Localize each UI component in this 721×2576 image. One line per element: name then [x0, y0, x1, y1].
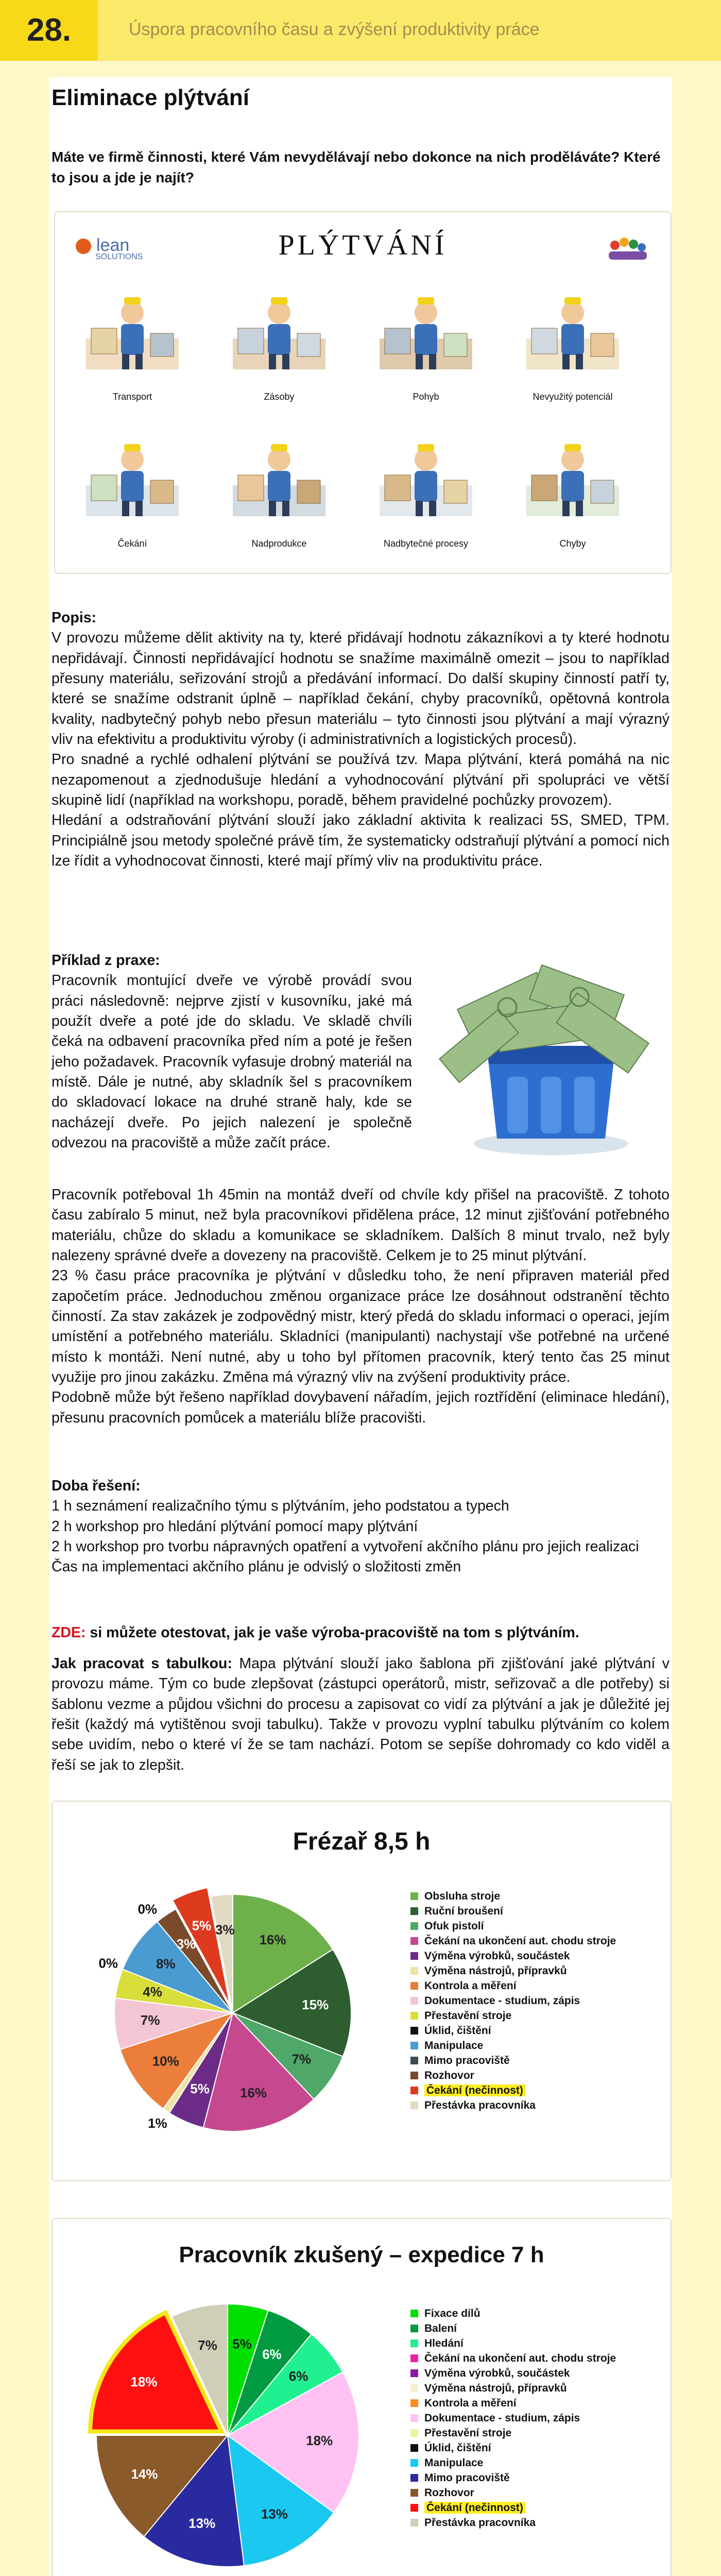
pie-chart [63, 1874, 382, 2162]
legend-item [410, 2024, 616, 2039]
pie-slice-label: 3% [215, 1922, 235, 1938]
legend-label: Výměna nástrojů, přípravků [424, 1964, 567, 1977]
legend-item [410, 1949, 616, 1964]
waste-illustration-icon [374, 282, 477, 377]
waste-type-label: Zásoby [264, 392, 295, 402]
pie-slice-label: 5% [232, 2336, 252, 2352]
legend-swatch [410, 2369, 418, 2377]
legend-swatch [410, 2027, 418, 2035]
pie-slice-label: 7% [140, 2012, 160, 2028]
pie-slice-label: 0% [98, 1955, 118, 1971]
pie-slice-label: 18% [130, 2374, 158, 2389]
pie-slice-label: 18% [306, 2433, 333, 2449]
jak-heading: Jak pracovat s tabulkou: [52, 1655, 232, 1672]
legend-swatch [410, 2504, 418, 2512]
legend-swatch [410, 1982, 418, 1990]
legend-item [410, 2501, 616, 2516]
lean-logo: lean SOLUTIONS [76, 235, 143, 262]
pie-slice-label: 15% [302, 1996, 329, 2012]
legend-label: Výměna výrobků, součástek [424, 1950, 570, 1962]
priklad-paragraph-3: Podobně může být řešeno například dovybavení nářadím, jejich roztřídění (eliminace hledání), přesunu pracovních pomůcek a materiálu blíže pracovišti. [52, 1389, 670, 1426]
pie-slice-label: 6% [262, 2346, 282, 2362]
waste-type-label: Nadprodukce [251, 538, 307, 549]
legend-item [410, 2039, 616, 2054]
legend-item [410, 2321, 616, 2336]
article-title: Eliminace plýtvání [52, 85, 249, 110]
doba-item-4: Čas na implementaci akčního plánu je odvislý o složitosti změn [52, 1558, 461, 1575]
doba-item-1: 1 h seznámení realizačního týmu s plýtváním, jeho podstatou a typech [52, 1498, 509, 1515]
priklad-continued [52, 1185, 670, 1428]
legend-swatch [410, 2459, 418, 2467]
legend-item [410, 1919, 616, 1934]
priklad-paragraph-1: Pracovník potřeboval 1h 45min na montáž dveří od chvíle kdy přišel na pracoviště. Z tohoto času zabíralo 5 minut, než byla pracovníkovi přidělena práce, 12 minut zjišťování potřebného materiálu, chůze do skladu a komunikace se skladníkem. Dalších 8 minut trvalo, než byly nalezeny správné dveře a dovezeny na pracoviště. Celkem je to 25 minut plýtvání. [52, 1187, 670, 1264]
jak-section [52, 1654, 670, 1775]
legend-item [410, 2009, 616, 2024]
legend-swatch [410, 2102, 418, 2109]
legend-item [410, 1889, 616, 1904]
legend-item [410, 2516, 616, 2531]
article [49, 77, 672, 2576]
legend-swatch [410, 1907, 418, 1915]
jak-text: Mapa plýtvání slouží jako šablona při zjišťování jaké plýtvání v provozu máme. Tým co bude zlepšovat (zástupci operátorů, mistr, seřizovač a dle potřeby) si šablonu vezme a půjdou všichni do procesu a zapisovat co vidí za plýtvání a jak je důležité jej řešit (každý má vytištěnou svoji tabulku). Takže v provozu vyplní tabulku plýtváním co kolem sebe uvidím, nebo o které ví že se tam nachází. Potom se sepíše dohromady co kdo viděl a řeší se jak to zlepšit. [52, 1655, 670, 1773]
legend-swatch [410, 2354, 418, 2362]
legend-item [410, 1904, 616, 1919]
legend-item [410, 2366, 616, 2381]
zde-label[interactable]: ZDE: [52, 1624, 86, 1641]
legend-item [410, 2411, 616, 2426]
illustration-title: PLÝTVÁNÍ [278, 229, 448, 261]
priklad-intro: Pracovník montující dveře ve výrobě provádí svou práci následovně: nejprve zjistí v kusovníku, jaké má použít dveře a poté jde do skladu. Ve skladě chvíli čeká na odbavení pracovníka před ním a poté je řešen jeho požadavek. Pracovník vyfasuje drobný materiál na místě. Dále je nutné, aby skladník šel s pracovníkem do skladovací lokace na druhé straně haly, kde se nacházejí dveře. Po jejich nalezení je společně odvezou na pracoviště a může začít práce. [52, 972, 412, 1151]
legend-label: Fixace dílů [424, 2308, 480, 2319]
legend-label: Čekání (nečinnost) [424, 2502, 525, 2514]
legend-item [410, 1934, 616, 1949]
legend-swatch [410, 2012, 418, 2020]
legend-label: Přestavění stroje [424, 2009, 512, 2022]
doba-item-2: 2 h workshop pro hledání plýtvání pomocí mapy plýtvání [52, 1518, 418, 1535]
waste-illustration-icon [521, 282, 624, 377]
doba-item-3: 2 h workshop pro tvorbu nápravných opatření a vytvoření akčního plánu pro jejich realizaci [52, 1538, 639, 1555]
doba-heading: Doba řešení: [52, 1478, 141, 1494]
legend-swatch [410, 2042, 418, 2049]
page-header [0, 0, 721, 61]
test-callout [52, 1623, 670, 1643]
legend-label: Mimo pracoviště [424, 2054, 510, 2066]
legend-swatch [410, 2057, 418, 2064]
legend-label: Hledání [424, 2337, 464, 2349]
page-number: 28. [0, 0, 98, 61]
legend-label: Dokumentace - studium, zápis [424, 1994, 580, 2007]
doba-section [52, 1476, 670, 1578]
legend-item [410, 2456, 616, 2471]
legend-item [410, 1979, 616, 1994]
waste-type-8 [513, 429, 632, 547]
pie-slice-label: 8% [156, 1956, 176, 1972]
money-bin-image [430, 958, 667, 1159]
legend-label: Obsluha stroje [424, 1890, 501, 1902]
legend-item [410, 1994, 616, 2009]
legend-swatch [410, 2414, 418, 2422]
legend-label: Přestavění stroje [424, 2427, 512, 2439]
legend-item [410, 2381, 616, 2396]
legend-item [410, 2426, 616, 2441]
legend-swatch [410, 1997, 418, 2005]
legend-swatch [410, 1967, 418, 1975]
waste-illustration-icon [521, 429, 624, 524]
pie-slice-label: 7% [198, 2337, 217, 2353]
legend-item [410, 2098, 616, 2113]
legend-swatch [410, 2325, 418, 2332]
legend-item [410, 1964, 616, 1979]
legend-swatch [410, 2489, 418, 2497]
legend-label: Rozhovor [424, 2486, 474, 2499]
legend-label: Čekání na ukončení aut. chodu stroje [424, 1935, 616, 1947]
waste-illustration-icon [228, 282, 331, 377]
pie-slice-label: 5% [192, 1918, 212, 1934]
legend-label: Úklid, čištění [424, 2442, 491, 2454]
pie-slice-label: 7% [291, 2051, 311, 2067]
waste-type-2 [220, 282, 338, 400]
legend-label: Přestávka pracovníka [424, 2099, 536, 2111]
chart-title: Pracovník zkušený – expedice 7 h [179, 2242, 544, 2267]
popis-heading: Popis: [52, 609, 97, 626]
chart-legend [410, 1889, 616, 2113]
pie-slice-label: 0% [138, 1901, 158, 1917]
waste-type-label: Pohyb [413, 392, 439, 402]
legend-item [410, 2441, 616, 2456]
waste-type-1 [73, 282, 192, 400]
waste-illustration-icon [81, 429, 184, 524]
legend-item [410, 2336, 616, 2351]
waste-type-5 [73, 429, 192, 547]
waste-type-label: Nevyužitý potenciál [533, 392, 613, 402]
legend-label: Ruční broušení [424, 1905, 503, 1917]
legend-swatch [410, 2429, 418, 2437]
legend-swatch [410, 2087, 418, 2094]
legend-swatch [410, 2340, 418, 2347]
popis-section [52, 608, 670, 871]
legend-swatch [410, 2474, 418, 2482]
pie-slice-label: 6% [288, 2368, 308, 2384]
priklad-heading: Příklad z praxe: [52, 952, 160, 969]
legend-label: Ofuk pistolí [424, 1920, 484, 1932]
legend-swatch [410, 2444, 418, 2452]
legend-item [410, 2486, 616, 2501]
waste-type-label: Nadbytečné procesy [383, 538, 469, 549]
pie-slice-label: 16% [240, 2084, 267, 2100]
popis-paragraph-3: Hledání a odstraňování plýtvání slouží jako základní aktivita k realizaci 5S, SMED, TPM. Principiálně jsou metody společné právě tím, že systematicky odstraňují plýtvání a pomocí nich lze řídit a vyhodnocovat činnosti, které mají přímý vliv na produktivitu práce. [52, 812, 670, 869]
pie-slice-label: 13% [261, 2506, 288, 2522]
legend-label: Výměna výrobků, součástek [424, 2367, 570, 2379]
pie-slice-label: 16% [259, 1931, 286, 1947]
legend-label: Kontrola a měření [424, 1979, 517, 1992]
legend-item [410, 2069, 616, 2083]
waste-type-4 [513, 282, 632, 400]
pie-chart [63, 2286, 382, 2576]
legend-label: Balení [424, 2322, 457, 2334]
chart-frezar [52, 1801, 672, 2181]
waste-illustration [54, 211, 672, 574]
legend-swatch [410, 2310, 418, 2317]
legend-label: Manipulace [424, 2039, 484, 2052]
legend-swatch [410, 2399, 418, 2407]
legend-label: Dokumentace - studium, zápis [424, 2412, 580, 2424]
pie-slice-label: 5% [190, 2080, 210, 2096]
pie-slice-label: 13% [188, 2515, 216, 2531]
lead-question: Máte ve firmě činnosti, které Vám nevydělávají nebo dokonce na nich proděláváte? Které to jsou a jde je najít? [52, 149, 661, 185]
legend-swatch [410, 2519, 418, 2527]
legend-label: Čekání (nečinnost) [424, 2084, 525, 2096]
legend-label: Výměna nástrojů, přípravků [424, 2382, 567, 2394]
legend-item [410, 2083, 616, 2098]
pie-slice-label: 10% [152, 2053, 179, 2069]
legend-swatch [410, 2384, 418, 2392]
priklad-section [52, 951, 412, 1153]
waste-type-6 [220, 429, 338, 547]
legend-label: Čekání na ukončení aut. chodu stroje [424, 2352, 616, 2364]
legend-item [410, 2471, 616, 2486]
legend-swatch [410, 1922, 418, 1930]
legend-item [410, 2396, 616, 2411]
pie-slice-label: 3% [176, 1936, 196, 1952]
legend-item [410, 2054, 616, 2069]
priklad-paragraph-2: 23 % času práce pracovníka je plýtvání v důsledku toho, že není připraven materiál před započetím práce. Jednoduchou změnou organizace práce lze dosáhnout odstranění těchto činností. Za stav zakázek je zodpovědný mistr, který předá do skladu informaci o operaci, jejím umístění a potřebného materiálu. Skladníci (manipulanti) nachystají vše potřebné na určené místo k montáži. Není nutné, aby u toho byl přítomen pracovník, který tento čas 25 minut využije pro jinou zakázku. Změna má výrazný vliv na zvýšení produktivity práce. [52, 1267, 670, 1385]
waste-type-label: Transport [112, 392, 152, 402]
legend-label: Rozhovor [424, 2069, 474, 2081]
popis-paragraph-1: V provozu můžeme dělit aktivity na ty, které přidávají hodnotu zákazníkovi a ty které hodnotu nepřidávají. Činnosti nepřidávající hodnotu se snažíme maximálně omezit – jsou to například přesuny materiálu, seřizování strojů a předávání informací. Do další skupiny činností patří ty, které se snažíme odstranit úplně – například čekání, chyby pracovníků, opětovná kontrola kvality, nadbytečný pohyb nebo přesun materiálu – tyto činnosti jsou plýtvání a mají výrazný vliv na efektivitu a produktivitu výroby (i administrativních a logistických procesů). [52, 630, 670, 748]
legend-label: Přestávka pracovníka [424, 2516, 536, 2529]
legend-label: Mimo pracoviště [424, 2471, 510, 2484]
popis-paragraph-2: Pro snadné a rychlé odhalení plýtvání se používá tzv. Mapa plýtvání, která pomáhá na nic nezapomenout a zjednodušuje hledání a vyhodnocování plýtvání při spolupráci ve větší skupině lidí (například na workshopu, poradě, během pravidelné pochůzky provozem). [52, 751, 670, 808]
legend-swatch [410, 1892, 418, 1900]
header-title: Úspora pracovního času a zvýšení produktivity práce [129, 20, 540, 39]
waste-type-7 [367, 429, 485, 547]
legend-label: Kontrola a měření [424, 2397, 517, 2409]
pie-slice-label: 14% [131, 2466, 158, 2482]
waste-type-3 [367, 282, 485, 400]
zde-text: si můžete otestovat, jak je vaše výroba-pracoviště na tom s plýtváním. [85, 1624, 579, 1641]
chart-legend [410, 2307, 616, 2531]
legend-swatch [410, 2072, 418, 2079]
legend-swatch [410, 1952, 418, 1960]
waste-type-label: Čekání [117, 538, 147, 549]
waste-illustration-icon [228, 429, 331, 524]
legend-label: Manipulace [424, 2456, 484, 2469]
legend-swatch [410, 1937, 418, 1945]
legend-label: Úklid, čištění [424, 2024, 491, 2037]
waste-illustration-icon [81, 282, 184, 377]
chart-title: Frézař 8,5 h [293, 1828, 431, 1855]
waste-type-label: Chyby [559, 538, 586, 549]
legend-item [410, 2307, 616, 2321]
waste-illustration-icon [374, 429, 477, 524]
pie-slice-label: 4% [143, 1984, 162, 1999]
legend-item [410, 2351, 616, 2366]
pie-slice-label: 1% [148, 2115, 167, 2131]
chart-expedice [52, 2218, 672, 2576]
